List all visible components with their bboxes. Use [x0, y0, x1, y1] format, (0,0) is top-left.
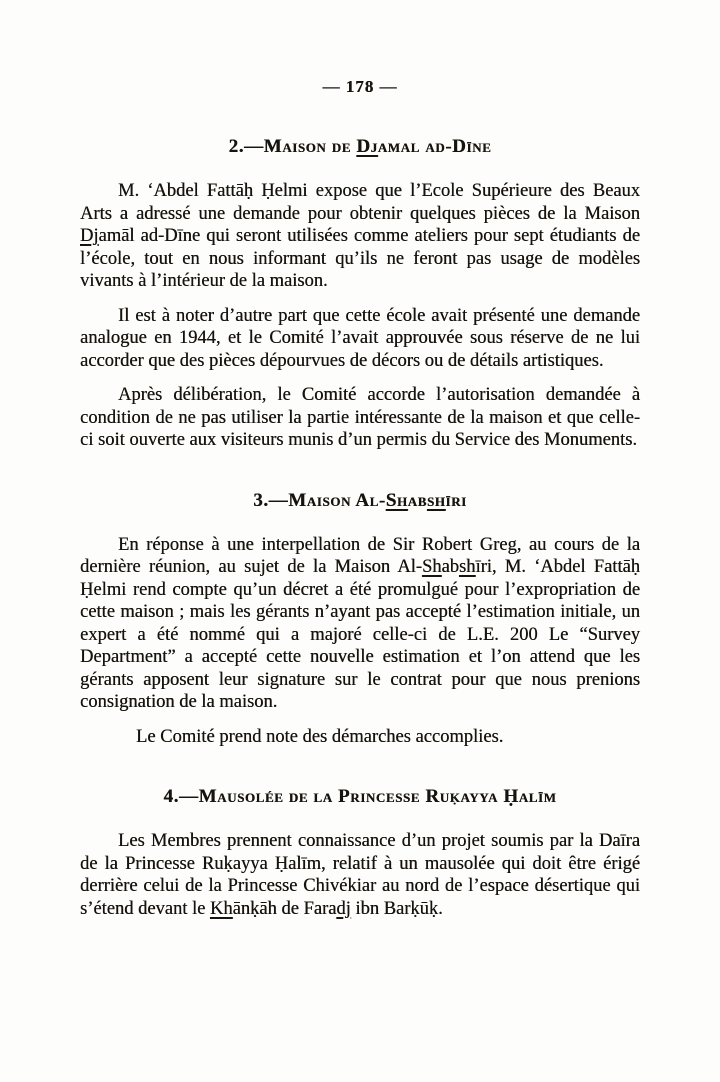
paragraph: Les Membres prennent connaissance d’un projet soumis par la Daīra de la Princesse Ruḳayya Ḥalīm, relatif à un mausolée qui doit être érigé derrière celui de la Princesse Chivékiar au nord de l’espace désertique qui s’étend devant le Khānḳāh de Faradj ibn Barḳūḳ.: [80, 831, 640, 919]
section-maison-al-shabshiri: [80, 490, 640, 749]
section-maison-djamal-ad-dine: [80, 136, 640, 452]
paragraph: Il est à noter d’autre part que cette école avait présenté une demande analogue en 1944, et le Comité l’avait approuvée sous réserve de ne lui accorder que des pièces dépourvues de décors ou de détails artistiques.: [80, 305, 640, 371]
section-mausolee-princesse-rukayya-halim: [80, 786, 640, 920]
paragraph: Après délibération, le Comité accorde l’autorisation demandée à condition de ne pas utiliser la partie intéressante de la maison et que celle-ci soit ouverte aux visiteurs munis d’un permis du Service des Monuments.: [80, 385, 640, 450]
section-heading-maison-djamal-ad-dine: 2.—Maison de Djamal ad-Dīne: [228, 136, 492, 157]
paragraph: M. ‘Abdel Fattāḥ Ḥelmi expose que l’Ecole Supérieure des Beaux Arts a adressé une demande pour obtenir quelques pièces de la Maison Djamāl ad-Dīne qui seront utilisées comme ateliers pour sept étudiants de l’école, tout en nous informant qu’ils ne feront pas usage de modèles vivants à l’intérieur de la maison.: [80, 181, 640, 291]
paragraph: En réponse à une interpellation de Sir Robert Greg, au cours de la dernière réunion, au sujet de la Maison Al-Shabshīri, M. ‘Abdel Fattāḥ Ḥelmi rend compte qu’un décret a été promulgué pour l’expropriation de cette maison ; mais les gérants n’ayant pas accepté l’estimation initiale, un expert a été nommé qui a majoré celle-ci de L.E. 200 Le “Survey Department” a accepté cette nouvelle estimation et l’on attend que les gérants apposent leur signature sur le contrat pour que nous prenions consignation de la maison.: [80, 534, 640, 712]
paragraph: Le Comité prend note des démarches accomplies.: [136, 726, 504, 747]
section-heading-maison-al-shabshiri: 3.—Maison Al-Shabshīri: [253, 489, 467, 511]
section-heading-mausolee-princesse-rukayya-halim: 4.—Mausolée de la Princesse Ruḳayya Ḥalīm: [163, 786, 557, 807]
page-number: — 178 —: [322, 77, 398, 96]
